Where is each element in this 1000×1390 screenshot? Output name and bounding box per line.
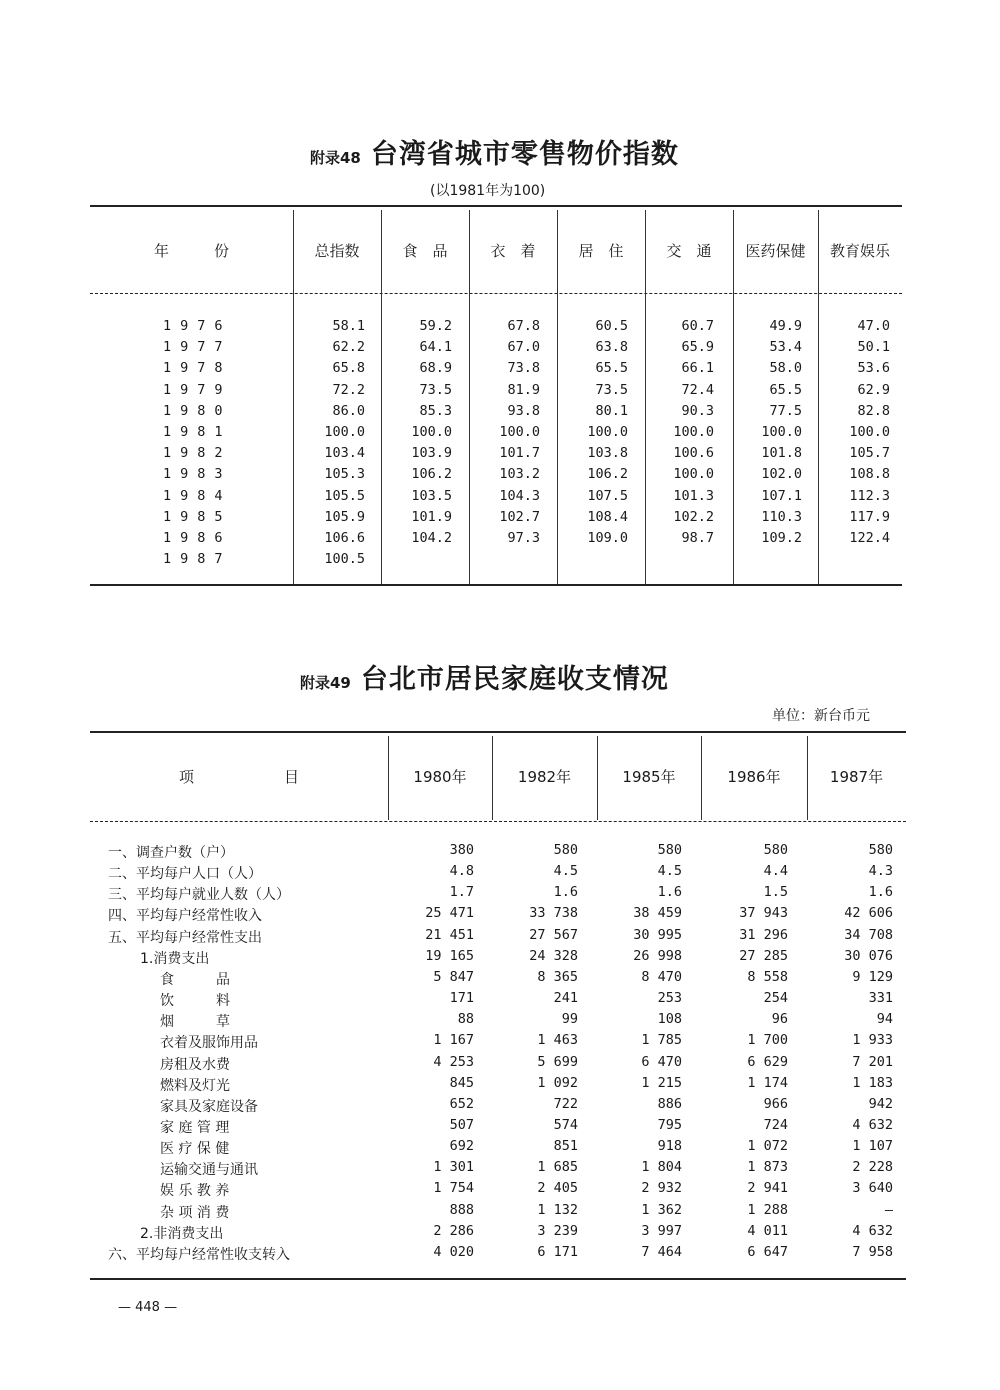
t48-value-cell: 103.5 [411,487,452,504]
t49-value-cell: 4 632 [852,1116,893,1133]
t48-value-cell: 77.5 [769,402,802,419]
t48-value-cell: 100.0 [499,424,540,440]
t48-header-cell: 食 品 [402,242,448,260]
t49-item-cell: 一、调查户数（户） [108,845,234,861]
t49-value-cell: 1 183 [852,1074,893,1091]
t49-value-cell: 7 201 [852,1053,893,1070]
table48-col-sep [469,210,470,584]
t49-item-cell: 家 庭 管 理 [160,1119,230,1136]
t49-value-cell: 580 [553,842,578,858]
t49-item-cell: 杂 项 消 费 [160,1204,230,1221]
t49-value-cell: 580 [868,842,893,858]
t48-value-cell: 117.9 [849,508,890,525]
t48-year-cell: 1984 [163,487,232,504]
t48-value-cell: 103.2 [499,466,540,483]
t48-value-cell: 107.1 [761,487,802,504]
t49-value-cell: 34 708 [844,926,893,943]
table48-bottom-rule [90,584,902,586]
t49-item-cell: 医 疗 保 健 [160,1141,230,1158]
table49-header-rule [90,821,906,822]
t49-value-cell: 4 632 [852,1222,893,1239]
t49-header-cell: 1985年 [622,768,676,786]
t48-value-cell: 100.0 [411,424,452,440]
t49-value-cell: 8 470 [641,968,682,985]
t49-value-cell: 6 171 [537,1243,578,1260]
t48-value-cell: 62.9 [857,381,890,398]
t48-header-cell: 衣 着 [490,242,536,260]
t49-value-cell: 2 286 [433,1222,474,1239]
t48-value-cell: 63.8 [595,339,628,356]
t48-value-cell: 65.8 [332,360,365,377]
t49-value-cell: 6 629 [747,1053,788,1070]
t48-header-cell: 总指数 [314,242,360,260]
t48-value-cell: 101.7 [499,445,540,462]
t48-value-cell: 47.0 [857,318,890,334]
t49-value-cell: 4 253 [433,1053,474,1070]
t49-value-cell: 7 958 [852,1243,893,1260]
t49-value-cell: 1 700 [747,1032,788,1049]
t49-value-cell: 1 167 [433,1032,474,1049]
t48-value-cell: 53.4 [769,339,802,356]
t49-value-cell: 1 933 [852,1032,893,1049]
table48-col-sep [645,210,646,584]
t49-value-cell: 99 [561,1011,578,1028]
t48-value-cell: 107.5 [587,487,628,504]
t49-value-cell: 1 362 [641,1201,682,1218]
t48-value-cell: 66.1 [681,360,714,377]
t48-year-cell: 1980 [163,402,232,419]
t49-value-cell: 580 [657,842,682,858]
t49-value-cell: 1 754 [433,1180,474,1197]
t48-header-cell: 交 通 [666,242,712,260]
t48-value-cell: 100.0 [673,424,714,440]
t48-value-cell: 103.8 [587,445,628,462]
t49-value-cell: 580 [763,842,788,858]
table48-col-sep [381,210,382,584]
t49-value-cell: 851 [553,1138,578,1155]
t48-value-cell: 67.8 [507,318,540,334]
t49-value-cell: 42 606 [844,905,893,922]
t49-item-cell: 三、平均每户就业人数（人） [108,887,290,904]
t49-value-cell: 1 288 [747,1201,788,1218]
t48-value-cell: 105.5 [324,487,365,504]
t48-year-cell: 1978 [163,360,232,377]
t48-value-cell: 100.0 [849,424,890,440]
t49-value-cell: 5 847 [433,968,474,985]
t48-value-cell: 122.4 [849,530,890,546]
t49-value-cell: 171 [449,990,474,1007]
t49-value-cell: 4.5 [657,863,682,880]
t48-value-cell: 101.3 [673,487,714,504]
t49-value-cell: 241 [553,990,578,1007]
t49-value-cell: 380 [449,842,474,858]
t48-value-cell: 72.2 [332,381,365,398]
t48-value-cell: 82.8 [857,402,890,419]
t48-value-cell: 58.1 [332,318,365,334]
t49-value-cell: 254 [763,990,788,1007]
t49-value-cell: 253 [657,990,682,1007]
t49-item-cell: 2.非消费支出 [140,1225,224,1242]
t48-value-cell: 100.5 [324,551,365,568]
t48-value-cell: 80.1 [595,402,628,419]
t49-value-cell: 2 405 [537,1180,578,1197]
t48-value-cell: 100.6 [673,445,714,462]
t48-value-cell: 81.9 [507,381,540,398]
t48-header-cell: 居 住 [578,242,624,260]
t48-value-cell: 106.2 [411,466,452,483]
t49-item-cell: 运输交通与通讯 [160,1162,258,1179]
t49-value-cell: 888 [449,1201,474,1218]
t48-value-cell: 58.0 [769,360,802,377]
t49-value-cell: 2 932 [641,1180,682,1197]
t49-value-cell: 38 459 [633,905,682,922]
t49-value-cell: 1 804 [641,1159,682,1176]
t49-value-cell: 24 328 [529,947,578,964]
t48-value-cell: 86.0 [332,402,365,419]
t48-value-cell: 109.0 [587,530,628,546]
t48-year-cell: 1981 [163,424,232,440]
t48-value-cell: 60.7 [681,318,714,334]
t49-value-cell: 3 997 [641,1222,682,1239]
t48-value-cell: 68.9 [419,360,452,377]
t49-value-cell: 2 941 [747,1180,788,1197]
t49-value-cell: 26 998 [633,947,682,964]
t48-value-cell: 105.7 [849,445,890,462]
t49-value-cell: 1 301 [433,1159,474,1176]
t48-year-cell: 1976 [163,318,232,334]
t49-value-cell: 1.5 [763,884,788,901]
t48-year-cell: 1983 [163,466,232,483]
t48-value-cell: 50.1 [857,339,890,356]
page-number: — 448 — [118,1300,178,1315]
t49-value-cell: 795 [657,1116,682,1133]
t49-value-cell: 3 239 [537,1222,578,1239]
t48-value-cell: 110.3 [761,508,802,525]
t49-item-cell: 衣着及服饰用品 [160,1035,258,1052]
t49-value-cell: 1 174 [747,1074,788,1091]
t48-value-cell: 65.5 [595,360,628,377]
t49-item-cell: 食 品 [160,971,230,988]
table49-unit: 单位：新台币元 [772,708,870,724]
t48-value-cell: 73.5 [595,381,628,398]
t49-value-cell: 692 [449,1138,474,1155]
t49-item-cell: 四、平均每户经常性收入 [108,908,262,925]
t49-value-cell: 966 [763,1095,788,1112]
t49-value-cell: 722 [553,1095,578,1112]
t49-value-cell: 507 [449,1116,474,1133]
t48-value-cell: 97.3 [507,530,540,546]
t48-year-cell: 1982 [163,445,232,462]
t49-header-cell: 1982年 [517,768,572,786]
t49-value-cell: 4.8 [449,863,474,880]
t49-value-cell: 9 129 [852,968,893,985]
table49-top-rule [90,731,906,733]
table48-subtitle: (以1981年为100) [430,183,546,199]
t48-header-cell: 年 份 [153,242,229,260]
t48-value-cell: 106.6 [324,530,365,546]
t49-header-cell: 1980年 [413,768,467,786]
t49-value-cell: 1.6 [868,884,893,901]
t48-value-cell: 53.6 [857,360,890,377]
t48-value-cell: 104.2 [411,530,452,546]
t49-value-cell: 6 470 [641,1053,682,1070]
t48-value-cell: 100.0 [587,424,628,440]
table49-bottom-rule [90,1278,906,1280]
t48-value-cell: 102.0 [761,466,802,483]
t48-value-cell: 85.3 [419,402,452,419]
table48-title [310,132,679,171]
t49-value-cell: 4 011 [747,1222,788,1239]
table48-col-sep [733,210,734,584]
t48-value-cell: 105.3 [324,466,365,483]
t49-value-cell: 2 228 [852,1159,893,1176]
t49-value-cell: 30 995 [633,926,682,943]
t49-item-cell: 六、平均每户经常性收支转入 [108,1246,290,1263]
t48-value-cell: 106.2 [587,466,628,483]
t49-value-cell: 4.5 [553,863,578,880]
t48-value-cell: 112.3 [849,487,890,504]
t49-value-cell: 96 [771,1011,788,1028]
t48-value-cell: 109.2 [761,530,802,546]
table48-col-sep [557,210,558,584]
t49-value-cell: 1 107 [852,1138,893,1155]
t48-value-cell: 60.5 [595,318,628,334]
t48-value-cell: 72.4 [681,381,714,398]
t48-value-cell: 104.3 [499,487,540,504]
table49-label: 附录49 [300,674,351,692]
t48-year-cell: 1987 [163,551,232,568]
t49-value-cell: 5 699 [537,1053,578,1070]
t49-item-cell: 燃料及灯光 [160,1077,230,1094]
t49-value-cell: 1 072 [747,1138,788,1155]
t49-value-cell: 1.7 [449,884,474,901]
t49-value-cell: 30 076 [844,947,893,964]
t49-value-cell: 1.6 [657,884,682,901]
t48-value-cell: 93.8 [507,402,540,419]
t48-year-cell: 1977 [163,339,232,356]
t49-header-cell: 1986年 [727,768,781,786]
table48-top-rule [90,205,902,207]
t49-value-cell: 19 165 [425,947,474,964]
t49-value-cell: 27 285 [739,947,788,964]
t49-value-cell: 724 [763,1116,788,1133]
t48-value-cell: 100.0 [324,424,365,440]
t48-value-cell: 49.9 [769,318,802,334]
t48-year-cell: 1979 [163,381,232,398]
t48-value-cell: 101.8 [761,445,802,462]
t48-value-cell: 73.8 [507,360,540,377]
t48-value-cell: 73.5 [419,381,452,398]
t48-header-cell: 教育娱乐 [829,242,890,260]
t49-value-cell: 1.6 [553,884,578,901]
t49-value-cell: 33 738 [529,905,578,922]
t49-value-cell: 1 685 [537,1159,578,1176]
t49-value-cell: 574 [553,1116,578,1133]
t49-value-cell: 27 567 [529,926,578,943]
t49-value-cell: 1 215 [641,1074,682,1091]
t49-value-cell: 7 464 [641,1243,682,1260]
t49-value-cell: 31 296 [739,926,788,943]
table49-title [300,657,669,696]
t48-year-cell: 1985 [163,508,232,525]
t49-value-cell: 1 092 [537,1074,578,1091]
t49-value-cell: 1 132 [537,1201,578,1218]
t49-value-cell: 918 [657,1138,682,1155]
t49-value-cell: — [884,1201,893,1218]
t49-value-cell: 1 873 [747,1159,788,1176]
t48-value-cell: 100.0 [761,424,802,440]
t49-value-cell: 652 [449,1095,474,1112]
t49-value-cell: 1 785 [641,1032,682,1049]
t48-header-cell: 医药保健 [745,242,806,260]
t49-header-cell: 项 目 [178,768,299,786]
t49-value-cell: 4.3 [868,863,893,880]
t48-value-cell: 100.0 [673,466,714,483]
t48-value-cell: 65.5 [769,381,802,398]
t48-value-cell: 105.9 [324,508,365,525]
t49-value-cell: 108 [657,1011,682,1028]
t49-value-cell: 845 [449,1074,474,1091]
t49-value-cell: 886 [657,1095,682,1112]
t48-year-cell: 1986 [163,530,232,546]
t49-value-cell: 37 943 [739,905,788,922]
t48-value-cell: 103.4 [324,445,365,462]
table48-title-text: 台湾省城市零售物价指数 [370,139,679,170]
t49-item-cell: 二、平均每户人口（人） [108,866,262,883]
t49-value-cell: 94 [876,1011,893,1028]
t49-item-cell: 娱 乐 教 养 [160,1183,230,1200]
t48-value-cell: 102.2 [673,508,714,525]
t49-value-cell: 331 [868,990,893,1007]
t49-value-cell: 942 [868,1095,893,1112]
t48-value-cell: 64.1 [419,339,452,356]
t48-value-cell: 62.2 [332,339,365,356]
t49-header-cell: 1987年 [829,768,884,786]
t48-value-cell: 108.4 [587,508,628,525]
table48-col-sep [818,210,819,584]
t49-value-cell: 25 471 [425,905,474,922]
table48-col-sep [293,210,294,584]
t49-value-cell: 8 365 [537,968,578,985]
t49-item-cell: 五、平均每户经常性支出 [108,929,262,946]
t49-item-cell: 烟 草 [160,1014,230,1031]
t49-value-cell: 88 [457,1011,474,1028]
t48-value-cell: 108.8 [849,466,890,483]
t48-value-cell: 90.3 [681,402,714,419]
t48-value-cell: 103.9 [411,445,452,462]
t49-item-cell: 1.消费支出 [140,950,210,967]
t48-value-cell: 67.0 [507,339,540,356]
t48-value-cell: 59.2 [419,318,452,334]
t49-value-cell: 1 463 [537,1032,578,1049]
t49-value-cell: 3 640 [852,1180,893,1197]
t49-value-cell: 8 558 [747,968,788,985]
t49-item-cell: 房租及水费 [160,1056,230,1073]
t48-value-cell: 65.9 [681,339,714,356]
t49-item-cell: 家具及家庭设备 [160,1098,258,1115]
table49-title-text: 台北市居民家庭收支情况 [360,664,669,695]
t49-value-cell: 4.4 [763,863,788,880]
table48-label: 附录48 [310,149,361,167]
t49-value-cell: 21 451 [425,926,474,943]
t48-value-cell: 102.7 [499,508,540,525]
t49-value-cell: 6 647 [747,1243,788,1260]
table48-header-rule [90,293,902,294]
t48-value-cell: 98.7 [681,530,714,546]
t48-value-cell: 101.9 [411,508,452,525]
t49-item-cell: 饮 料 [160,993,230,1010]
t49-value-cell: 4 020 [433,1243,474,1260]
